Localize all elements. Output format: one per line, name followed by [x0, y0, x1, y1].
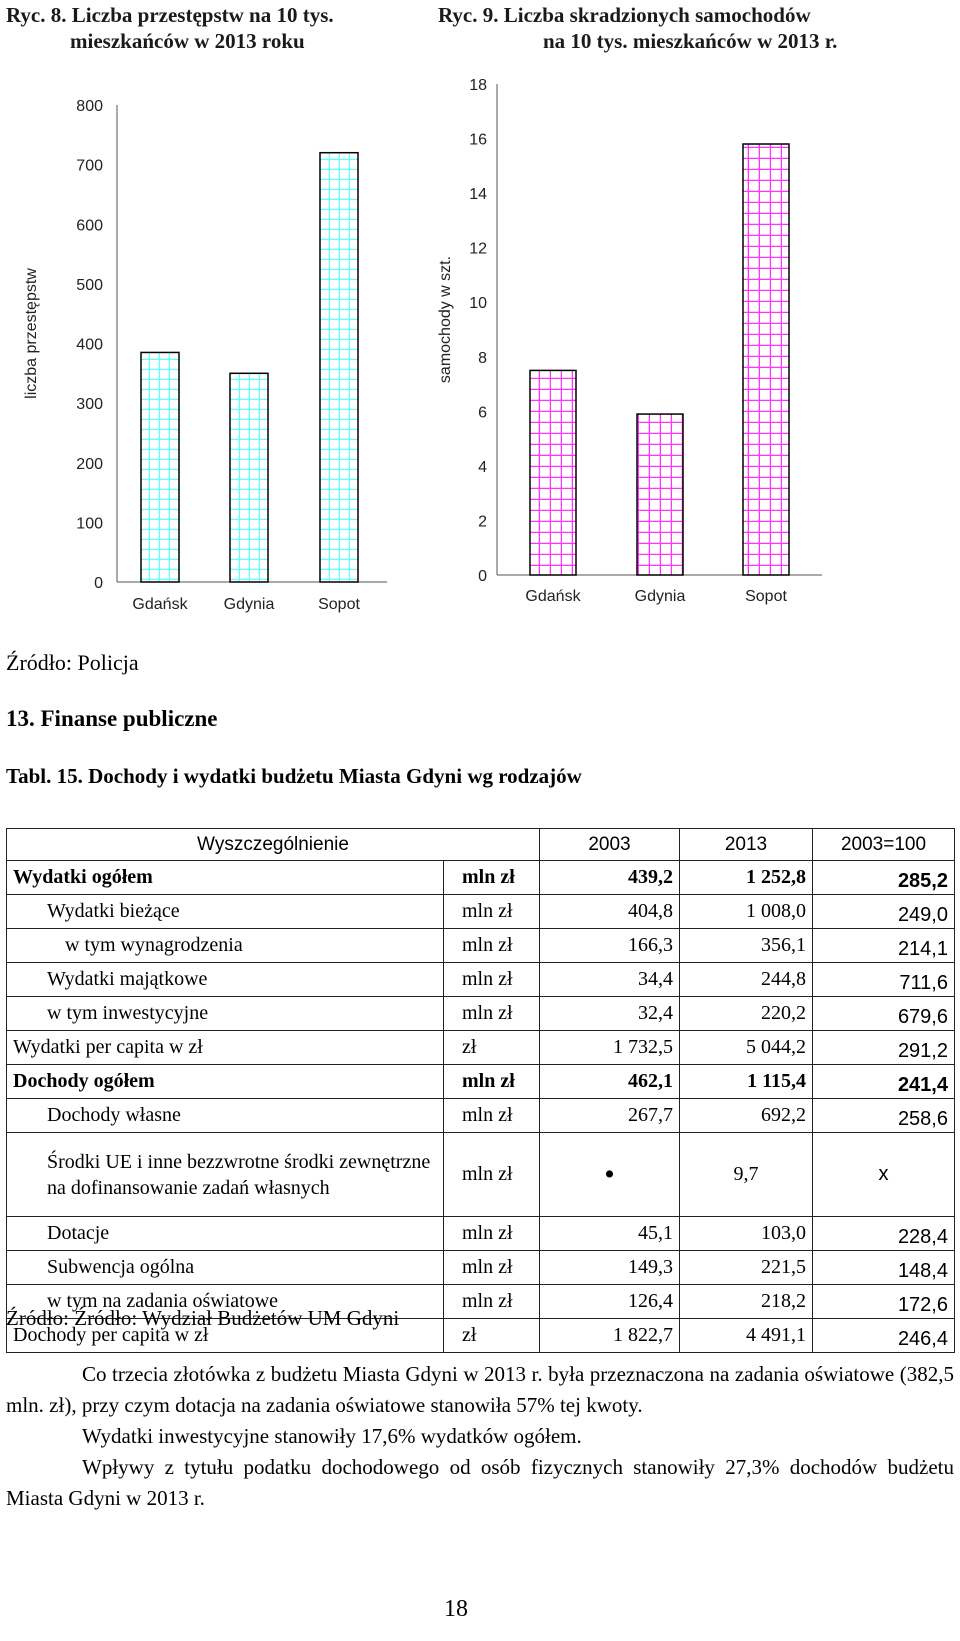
x-category-label: Gdańsk: [132, 596, 188, 613]
row-value-2003: •: [540, 1133, 680, 1217]
y-tick-label: 10: [469, 295, 487, 313]
y-tick-label: 0: [478, 568, 487, 585]
table-row: [7, 1099, 955, 1133]
row-label: Wydatki bieżące: [7, 895, 444, 929]
y-tick-label: 400: [76, 336, 103, 354]
row-label: Subwencja ogólna: [7, 1251, 444, 1285]
x-category-label: Gdynia: [223, 596, 275, 613]
table-row: [7, 1031, 955, 1065]
table-row: [7, 929, 955, 963]
row-value-2003: 1 732,5: [540, 1031, 680, 1065]
x-category-label: Sopot: [745, 588, 787, 605]
table-row: [7, 963, 955, 997]
car-theft-chart: [430, 60, 850, 635]
row-index: 711,6: [813, 963, 955, 997]
y-tick-label: 700: [76, 157, 103, 175]
row-index: 679,6: [813, 997, 955, 1031]
y-axis-label: liczba przestępstw: [23, 268, 40, 399]
row-value-2003: 267,7: [540, 1099, 680, 1133]
row-label: w tym na zadania oświatowe: [7, 1285, 444, 1319]
row-value-2003: 34,4: [540, 963, 680, 997]
row-value-2013: 1 115,4: [680, 1065, 813, 1099]
bar-gdańsk: [530, 370, 576, 575]
row-value-2013: 221,5: [680, 1251, 813, 1285]
paragraph-2: [6, 1421, 954, 1452]
y-tick-label: 4: [478, 458, 487, 476]
row-value-2013: 356,1: [680, 929, 813, 963]
row-value-2013: 244,8: [680, 963, 813, 997]
page-number: 18: [444, 1596, 468, 1622]
table-row: [7, 1251, 955, 1285]
row-unit: mln zł: [444, 997, 540, 1031]
row-value-2013: 4 491,1: [680, 1319, 813, 1353]
x-category-label: Gdańsk: [525, 588, 581, 605]
row-index: 228,4: [813, 1217, 955, 1251]
row-value-2003: 439,2: [540, 861, 680, 895]
row-label: Wydatki ogółem: [7, 861, 444, 895]
row-unit: mln zł: [444, 929, 540, 963]
row-unit: mln zł: [444, 1099, 540, 1133]
y-tick-label: 600: [76, 217, 103, 235]
row-index: 214,1: [813, 929, 955, 963]
paragraph-2-text: Wydatki inwestycyjne stanowiły 17,6% wydatków ogółem.: [82, 1424, 582, 1448]
table-row: [7, 861, 955, 895]
row-index: 241,4: [813, 1065, 955, 1099]
row-label: w tym inwestycyjne: [7, 997, 444, 1031]
header-item: Wyszczególnienie: [7, 829, 540, 861]
table-header-row: [7, 829, 955, 861]
row-value-2013: 9,7: [680, 1133, 813, 1217]
row-index: 172,6: [813, 1285, 955, 1319]
crime-chart: [0, 60, 430, 635]
y-tick-label: 800: [76, 98, 103, 115]
table-title: Tabl. 15. Dochody i wydatki budżetu Miasta Gdyni wg rodzajów: [6, 764, 582, 788]
paragraph-1-text: Co trzecia złotówka z budżetu Miasta Gdyni w 2013 r. była przeznaczona na zadania oświatowe (382,5 mln. zł), przy czym dotacja na zadania oświatowe stanowiła 57% tej kwoty.: [6, 1362, 954, 1417]
row-value-2013: 103,0: [680, 1217, 813, 1251]
row-unit: zł: [444, 1319, 540, 1353]
section-title: 13. Finanse publiczne: [6, 706, 218, 731]
row-label: Środki UE i inne bezzwrotne środki zewnętrzne na dofinansowanie zadań własnych: [7, 1133, 444, 1217]
row-label: Dotacje: [7, 1217, 444, 1251]
y-tick-label: 0: [94, 575, 103, 592]
row-index: 285,2: [813, 861, 955, 895]
y-tick-label: 500: [76, 276, 103, 294]
row-value-2013: 5 044,2: [680, 1031, 813, 1065]
header-index: 2003=100: [813, 829, 955, 861]
paragraph-3: [6, 1452, 954, 1514]
table-row: [7, 997, 955, 1031]
row-value-2003: 149,3: [540, 1251, 680, 1285]
chart8-caption-line1: Ryc. 8. Liczba przestępstw na 10 tys.: [6, 3, 334, 27]
bar-gdynia: [637, 414, 683, 575]
row-label: Wydatki majątkowe: [7, 963, 444, 997]
table-source: Źródło: Źródło: Wydział Budżetów UM Gdyni: [6, 1306, 400, 1330]
x-category-label: Gdynia: [634, 588, 686, 605]
bar-sopot: [743, 144, 789, 575]
chart8-caption-line2: mieszkańców w 2013 roku: [70, 29, 305, 53]
row-value-2003: 404,8: [540, 895, 680, 929]
header-2003: 2003: [540, 829, 680, 861]
row-unit: mln zł: [444, 861, 540, 895]
row-label: Wydatki per capita w zł: [7, 1031, 444, 1065]
bar-gdynia: [230, 373, 268, 582]
row-unit: mln zł: [444, 1285, 540, 1319]
row-value-2013: 692,2: [680, 1099, 813, 1133]
chart9-caption-line1: Ryc. 9. Liczba skradzionych samochodów: [438, 3, 811, 27]
header-2013: 2013: [680, 829, 813, 861]
y-axis-label: samochody w szt.: [437, 255, 454, 384]
row-value-2003: 126,4: [540, 1285, 680, 1319]
row-value-2013: 218,2: [680, 1285, 813, 1319]
row-label: w tym wynagrodzenia: [7, 929, 444, 963]
paragraph-3-text: Wpływy z tytułu podatku dochodowego od osób fizycznych stanowiły 27,3% dochodów budżetu Miasta Gdyni w 2013 r.: [6, 1455, 954, 1510]
y-tick-label: 18: [469, 77, 487, 94]
y-tick-label: 300: [76, 396, 103, 414]
row-index: 249,0: [813, 895, 955, 929]
row-value-2003: 462,1: [540, 1065, 680, 1099]
table-row: [7, 1217, 955, 1251]
y-tick-label: 6: [478, 404, 487, 422]
row-unit: mln zł: [444, 1065, 540, 1099]
y-tick-label: 12: [469, 240, 487, 258]
row-value-2013: 1 252,8: [680, 861, 813, 895]
table-row: [7, 1065, 955, 1099]
row-value-2013: 220,2: [680, 997, 813, 1031]
row-label: Dochody ogółem: [7, 1065, 444, 1099]
y-tick-label: 14: [469, 186, 487, 204]
y-tick-label: 8: [478, 349, 487, 367]
y-tick-label: 100: [76, 515, 103, 533]
row-value-2003: 32,4: [540, 997, 680, 1031]
finance-table: [6, 828, 955, 1353]
row-unit: zł: [444, 1031, 540, 1065]
table-row: [7, 1133, 955, 1217]
x-category-label: Sopot: [318, 596, 360, 613]
row-unit: mln zł: [444, 963, 540, 997]
chart9-caption-line2: na 10 tys. mieszkańców w 2013 r.: [543, 29, 838, 53]
row-unit: mln zł: [444, 1251, 540, 1285]
row-index: x: [813, 1133, 955, 1217]
row-unit: mln zł: [444, 895, 540, 929]
row-index: 246,4: [813, 1319, 955, 1353]
y-tick-label: 16: [469, 131, 487, 149]
row-value-2013: 1 008,0: [680, 895, 813, 929]
row-value-2003: 45,1: [540, 1217, 680, 1251]
row-label: Dochody per capita w zł: [7, 1319, 444, 1353]
row-label: Dochody własne: [7, 1099, 444, 1133]
y-tick-label: 2: [478, 513, 487, 531]
row-index: 148,4: [813, 1251, 955, 1285]
row-unit: mln zł: [444, 1217, 540, 1251]
table-row: [7, 895, 955, 929]
row-value-2003: 166,3: [540, 929, 680, 963]
row-value-2003: 1 822,7: [540, 1319, 680, 1353]
y-tick-label: 200: [76, 455, 103, 473]
paragraph-1: [6, 1359, 954, 1421]
row-unit: mln zł: [444, 1133, 540, 1217]
chart-source: Źródło: Policja: [6, 650, 139, 675]
bar-sopot: [320, 153, 358, 582]
row-index: 258,6: [813, 1099, 955, 1133]
row-index: 291,2: [813, 1031, 955, 1065]
bar-gdańsk: [141, 352, 179, 582]
